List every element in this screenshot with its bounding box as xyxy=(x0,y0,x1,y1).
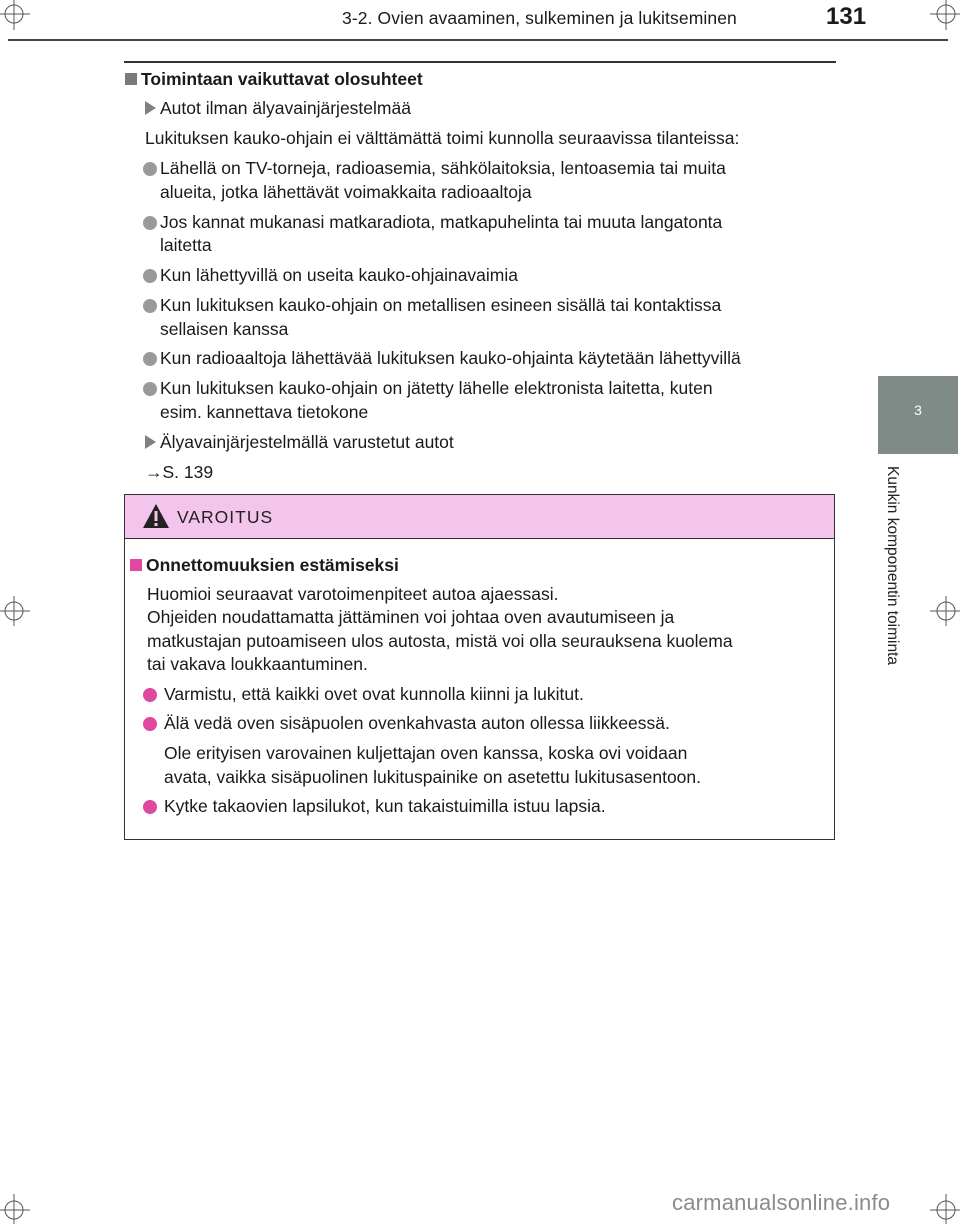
pink-circle-bullet-icon xyxy=(143,800,157,814)
warning-paragraph-2-line-1: Ohjeiden noudattamatta jättäminen voi johtaa oven avautumiseen ja xyxy=(147,607,675,627)
warning-item-2: Älä vedä oven sisäpuolen ovenkahvasta auton ollessa liikkeessä. xyxy=(164,713,670,733)
circle-bullet-icon xyxy=(143,352,157,366)
intro-paragraph: Lukituksen kauko-ohjain ei välttämättä toimi kunnolla seuraavissa tilanteissa: xyxy=(145,128,740,148)
chapter-number: 3 xyxy=(914,402,922,418)
circle-bullet-icon xyxy=(143,216,157,230)
crop-mark-bottom-left xyxy=(0,1194,30,1224)
chapter-tab xyxy=(878,376,958,454)
condition-item-6-line-2: esim. kannettava tietokone xyxy=(160,402,369,422)
pink-circle-bullet-icon xyxy=(143,688,157,702)
chapter-side-label-text: Kunkin komponentin toiminta xyxy=(884,466,901,666)
crop-mark-mid-left xyxy=(0,596,30,626)
page-number: 131 xyxy=(826,3,867,30)
warning-item-1: Varmistu, että kaikki ovet ovat kunnolla kiinni ja lukitut. xyxy=(164,684,584,704)
warning-item-3: Kytke takaovien lapsilukot, kun takaistuimilla istuu lapsia. xyxy=(164,796,606,816)
warning-triangle-icon xyxy=(142,503,170,529)
header-rule xyxy=(8,39,948,41)
crop-mark-top-left xyxy=(0,0,30,30)
warning-item-2-note-line-2: avata, vaikka sisäpuolinen lukituspainike on asetettu lukitusasentoon. xyxy=(164,767,702,787)
warning-box xyxy=(124,494,835,840)
condition-item-2-line-1: Jos kannat mukanasi matkaradiota, matkapuhelinta tai muuta langatonta xyxy=(160,212,723,232)
triangle-bullet-icon xyxy=(145,101,156,115)
warning-label: VAROITUS xyxy=(177,507,274,527)
subheading-smart-key: Älyavainjärjestelmällä varustetut autot xyxy=(160,432,454,452)
crop-mark-top-right xyxy=(930,0,960,30)
subheading-no-smart-key: Autot ilman älyavainjärjestelmää xyxy=(160,98,411,118)
warning-paragraph-2-line-3: tai vakava loukkaantuminen. xyxy=(147,654,368,674)
warning-heading xyxy=(130,553,399,577)
pink-square-bullet-icon xyxy=(130,559,142,571)
section-heading-text: Toimintaan vaikuttavat olosuhteet xyxy=(141,69,423,89)
crop-mark-mid-right xyxy=(930,596,960,626)
section-rule xyxy=(124,61,836,63)
section-heading xyxy=(125,67,423,91)
warning-heading-text: Onnettomuuksien estämiseksi xyxy=(146,555,399,575)
condition-item-1-line-2: alueita, jotka lähettävät voimakkaita radioaaltoja xyxy=(160,182,532,202)
condition-item-1-line-1: Lähellä on TV-torneja, radioasemia, sähkölaitoksia, lentoasemia tai muita xyxy=(160,158,726,178)
chapter-side-label xyxy=(883,466,911,716)
warning-paragraph-2-line-2: matkustajan putoamiseen ulos autosta, mistä voi olla seurauksena kuolema xyxy=(147,631,733,651)
warning-item-2-note-line-1: Ole erityisen varovainen kuljettajan oven kanssa, koska ovi voidaan xyxy=(164,743,688,763)
triangle-bullet-icon xyxy=(145,435,156,449)
pink-circle-bullet-icon xyxy=(143,717,157,731)
warning-paragraph-1: Huomioi seuraavat varotoimenpiteet autoa ajaessasi. xyxy=(147,584,559,604)
condition-item-6-line-1: Kun lukituksen kauko-ohjain on jätetty lähelle elektronista laitetta, kuten xyxy=(160,378,713,398)
circle-bullet-icon xyxy=(143,299,157,313)
square-bullet-icon xyxy=(125,73,137,85)
circle-bullet-icon xyxy=(143,382,157,396)
condition-item-5: Kun radioaaltoja lähettävää lukituksen kauko-ohjainta käytetään lähettyvillä xyxy=(160,348,741,368)
warning-header xyxy=(125,495,834,539)
circle-bullet-icon xyxy=(143,269,157,283)
crop-mark-bottom-right xyxy=(930,1194,960,1224)
running-header-title: 3-2. Ovien avaaminen, sulkeminen ja lukitseminen xyxy=(342,8,737,28)
condition-item-4-line-2: sellaisen kanssa xyxy=(160,319,289,339)
circle-bullet-icon xyxy=(143,162,157,176)
watermark[interactable]: carmanualsonline.info xyxy=(672,1190,891,1215)
condition-item-4-line-1: Kun lukituksen kauko-ohjain on metallisen esineen sisällä tai kontaktissa xyxy=(160,295,722,315)
condition-item-2-line-2: laitetta xyxy=(160,235,212,255)
page-reference: →S. 139 xyxy=(145,462,214,482)
condition-item-3: Kun lähettyvillä on useita kauko-ohjainavaimia xyxy=(160,265,518,285)
